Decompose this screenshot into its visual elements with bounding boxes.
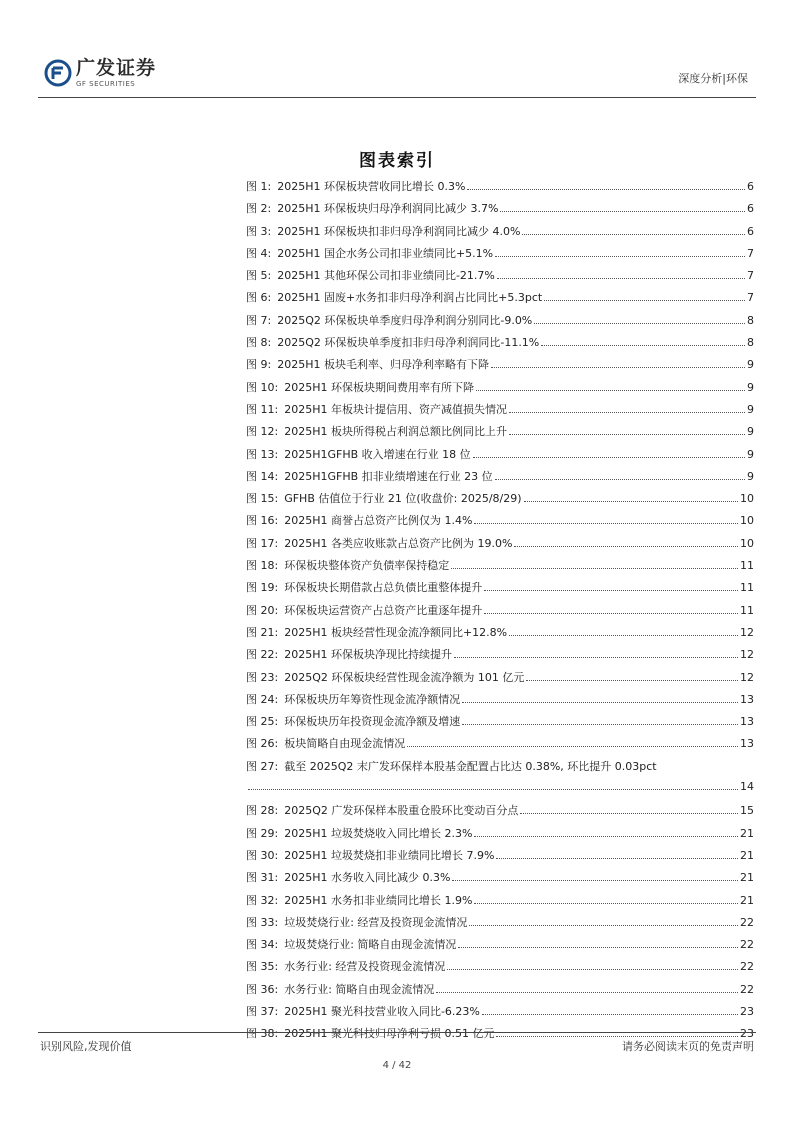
toc-entry[interactable] <box>246 379 754 401</box>
figure-number: 图 36: <box>246 982 279 996</box>
figure-caption: 2025H1 环保板块扣非归母净利润同比减少 4.0% <box>277 224 521 238</box>
toc-entry[interactable] <box>246 334 754 356</box>
figure-number: 图 28: <box>246 804 279 818</box>
figure-caption: 板块简略自由现金流情况 <box>284 737 406 751</box>
leader-dots <box>495 256 745 257</box>
figure-caption: 2025H1 年板块计提信用、资产减值损失情况 <box>284 402 507 416</box>
page-ref: 9 <box>747 358 754 372</box>
figure-number: 图 10: <box>246 380 279 394</box>
toc-entry[interactable] <box>246 289 754 311</box>
leader-dots <box>458 947 738 948</box>
leader-dots <box>436 992 738 993</box>
figure-number: 图 19: <box>246 581 279 595</box>
figure-caption: 环保板块整体资产负债率保持稳定 <box>284 559 450 573</box>
figure-number: 图 8: <box>246 336 272 350</box>
toc-entry[interactable] <box>246 713 754 735</box>
page-number: 4 / 42 <box>382 1060 412 1071</box>
leader-dots <box>509 412 745 413</box>
figure-number: 图 37: <box>246 1004 279 1018</box>
leader-dots <box>407 746 738 747</box>
leader-dots <box>509 434 745 435</box>
figure-caption: 2025H1 环保板块期间费用率有所下降 <box>284 380 474 394</box>
figure-number: 图 20: <box>246 603 279 617</box>
page-ref: 7 <box>747 246 754 260</box>
figure-number: 图 31: <box>246 871 279 885</box>
toc-entry[interactable] <box>246 825 754 847</box>
figure-caption: GFHB 估值位于行业 21 位(收盘价: 2025/8/29) <box>284 492 522 506</box>
figure-number: 图 12: <box>246 425 279 439</box>
page-ref: 15 <box>740 804 754 818</box>
toc-entry[interactable] <box>246 267 754 289</box>
figure-number: 图 7: <box>246 313 272 327</box>
figure-index-list <box>246 178 754 1048</box>
figure-caption: 2025H1GFHB 收入增速在行业 18 位 <box>284 447 471 461</box>
figure-number: 图 6: <box>246 291 272 305</box>
toc-entry[interactable] <box>246 446 754 468</box>
page-ref: 13 <box>740 692 754 706</box>
figure-caption: 2025Q2 广发环保样本股重仓股环比变动百分点 <box>284 804 519 818</box>
page-ref: 10 <box>740 536 754 550</box>
figure-number: 图 22: <box>246 648 279 662</box>
figure-number: 图 38: <box>246 1027 279 1041</box>
page-ref: 13 <box>740 715 754 729</box>
gf-logo-icon <box>44 59 72 87</box>
leader-dots <box>469 925 738 926</box>
toc-entry[interactable] <box>246 468 754 490</box>
page-ref: 21 <box>740 893 754 907</box>
page-ref: 9 <box>747 380 754 394</box>
toc-entry[interactable] <box>246 223 754 245</box>
page-ref: 7 <box>747 269 754 283</box>
leader-dots <box>500 211 745 212</box>
leader-dots <box>462 724 738 725</box>
figure-caption: 2025H1 聚光科技归母净利亏损 0.51 亿元 <box>284 1027 495 1041</box>
toc-entry[interactable] <box>246 557 754 579</box>
leader-dots <box>462 702 738 703</box>
figure-caption: 2025H1 水务收入同比减少 0.3% <box>284 871 451 885</box>
figure-number: 图 24: <box>246 692 279 706</box>
leader-dots <box>534 323 745 324</box>
toc-entry[interactable] <box>246 579 754 601</box>
leader-dots <box>541 345 745 346</box>
figure-number: 图 34: <box>246 938 279 952</box>
footer-divider <box>38 1032 756 1033</box>
leader-dots <box>524 501 738 502</box>
toc-entry[interactable] <box>246 401 754 423</box>
figure-caption: 2025H1 环保板块营收同比增长 0.3% <box>277 180 466 193</box>
figure-caption: 水务行业: 经营及投资现金流情况 <box>284 960 446 974</box>
figure-number: 图 29: <box>246 826 279 840</box>
toc-entry[interactable] <box>246 869 754 891</box>
toc-entry[interactable] <box>246 312 754 334</box>
figure-number: 图 1: <box>246 180 272 193</box>
figure-number: 图 18: <box>246 559 279 573</box>
page-ref: 9 <box>747 402 754 416</box>
page-ref: 8 <box>747 336 754 350</box>
toc-entry[interactable] <box>246 356 754 378</box>
page-ref: 6 <box>747 180 754 193</box>
page-ref: 22 <box>740 915 754 929</box>
figure-caption: 2025H1 固废+水务扣非归母净利润占比同比+5.3pct <box>277 291 543 305</box>
figure-caption: 2025H1 垃圾焚烧收入同比增长 2.3% <box>284 826 473 840</box>
figure-caption: 2025Q2 环保板块单季度归母净利润分别同比-9.0% <box>277 313 533 327</box>
figure-caption: 2025H1 国企水务公司扣非业绩同比+5.1% <box>277 246 494 260</box>
toc-entry[interactable] <box>246 758 754 803</box>
header-divider <box>38 97 756 98</box>
report-category: 深度分析|环保 <box>678 72 748 85</box>
figure-caption: 2025H1 垃圾焚烧扣非业绩同比增长 7.9% <box>284 848 495 862</box>
figure-number: 图 35: <box>246 960 279 974</box>
toc-entry[interactable] <box>246 914 754 936</box>
leader-dots <box>473 457 745 458</box>
page-header <box>38 52 756 94</box>
page-ref: 9 <box>747 469 754 483</box>
footer-slogan: 识别风险,发现价值 <box>40 1040 132 1053</box>
figure-caption: 2025H1 环保板块净现比持续提升 <box>284 648 452 662</box>
page-ref: 12 <box>740 625 754 639</box>
figure-caption: 2025H1GFHB 扣非业绩增速在行业 23 位 <box>284 469 493 483</box>
toc-entry[interactable] <box>246 602 754 624</box>
figure-caption: 垃圾焚烧行业: 简略自由现金流情况 <box>284 938 457 952</box>
figure-caption: 2025Q2 环保板块单季度扣非归母净利润同比-11.1% <box>277 336 540 350</box>
figure-caption: 2025H1 商誉占总资产比例仅为 1.4% <box>284 514 473 528</box>
figure-caption: 环保板块历年投资现金流净额及增速 <box>284 715 461 729</box>
figure-number: 图 3: <box>246 224 272 238</box>
toc-entry[interactable] <box>246 735 754 757</box>
leader-dots <box>248 789 738 790</box>
toc-entry[interactable] <box>246 936 754 958</box>
leader-dots <box>451 568 738 569</box>
figure-number: 图 16: <box>246 514 279 528</box>
leader-dots <box>514 546 738 547</box>
toc-entry[interactable] <box>246 178 754 200</box>
figure-caption: 2025H1 环保板块归母净利润同比减少 3.7% <box>277 202 499 216</box>
toc-entry[interactable] <box>246 624 754 646</box>
figure-caption: 2025H1 各类应收账款占总资产比例为 19.0% <box>284 536 513 550</box>
toc-entry[interactable] <box>246 847 754 869</box>
company-logo <box>44 52 156 94</box>
figure-caption: 2025H1 板块经营性现金流净额同比+12.8% <box>284 625 508 639</box>
leader-dots <box>526 680 738 681</box>
page-ref: 22 <box>740 982 754 996</box>
figure-number: 图 11: <box>246 402 279 416</box>
leader-dots <box>447 969 738 970</box>
toc-entry[interactable] <box>246 802 754 824</box>
leader-dots <box>491 367 745 368</box>
logo-chinese-name: 广发证券 <box>76 56 157 79</box>
footer-disclaimer: 请务必阅读末页的免责声明 <box>622 1040 754 1053</box>
toc-entry[interactable] <box>246 691 754 713</box>
figure-caption: 2025H1 板块所得税占利润总额比例同比上升 <box>284 425 507 439</box>
toc-entry[interactable] <box>246 892 754 914</box>
toc-entry[interactable] <box>246 1003 754 1025</box>
page-ref: 22 <box>740 938 754 952</box>
page-ref: 11 <box>740 603 754 617</box>
figure-number: 图 13: <box>246 447 279 461</box>
toc-entry[interactable] <box>246 200 754 222</box>
page-ref: 21 <box>740 848 754 862</box>
page-ref: 7 <box>747 291 754 305</box>
page-ref: 21 <box>740 871 754 885</box>
toc-entry[interactable] <box>246 535 754 557</box>
figure-number: 图 27: <box>246 759 279 773</box>
toc-entry[interactable] <box>246 669 754 691</box>
figure-caption: 2025H1 聚光科技营业收入同比-6.23% <box>284 1004 480 1018</box>
page-ref: 6 <box>747 224 754 238</box>
figure-caption: 垃圾焚烧行业: 经营及投资现金流情况 <box>284 915 468 929</box>
toc-entry[interactable] <box>246 512 754 534</box>
figure-number: 图 4: <box>246 246 272 260</box>
page-ref: 23 <box>740 1027 754 1041</box>
figure-number: 图 21: <box>246 625 279 639</box>
leader-dots <box>495 479 745 480</box>
toc-entry[interactable] <box>246 981 754 1003</box>
page-ref: 11 <box>740 581 754 595</box>
figure-number: 图 32: <box>246 893 279 907</box>
figure-caption: 2025H1 板块毛利率、归母净利率略有下降 <box>277 358 489 372</box>
leader-dots <box>509 635 738 636</box>
figure-caption: 2025H1 其他环保公司扣非业绩同比-21.7% <box>277 269 495 283</box>
leader-dots <box>522 234 745 235</box>
toc-entry[interactable] <box>246 958 754 980</box>
page-ref: 21 <box>740 826 754 840</box>
leader-dots <box>474 903 738 904</box>
page-ref: 10 <box>740 514 754 528</box>
leader-dots <box>520 813 738 814</box>
toc-entry[interactable] <box>246 490 754 512</box>
logo-english-name: GF SECURITIES <box>76 79 136 88</box>
leader-dots <box>497 278 745 279</box>
page-ref: 9 <box>747 447 754 461</box>
leader-dots <box>474 523 738 524</box>
figure-number: 图 25: <box>246 715 279 729</box>
toc-entry[interactable] <box>246 245 754 267</box>
figure-number: 图 26: <box>246 737 279 751</box>
figure-number: 图 14: <box>246 469 279 483</box>
figure-caption: 环保板块历年筹资性现金流净额情况 <box>284 692 461 706</box>
figure-number: 图 30: <box>246 848 279 862</box>
figure-caption: 截至 2025Q2 末广发环保样本股基金配置占比达 0.38%, 环比提升 0.03pct <box>284 759 657 773</box>
figure-caption: 2025Q2 环保板块经营性现金流净额为 101 亿元 <box>284 670 525 684</box>
page-ref: 23 <box>740 1004 754 1018</box>
figure-caption: 2025H1 水务扣非业绩同比增长 1.9% <box>284 893 473 907</box>
page-ref: 14 <box>740 780 754 794</box>
page-title: 图表索引 <box>359 151 435 171</box>
leader-dots <box>484 613 738 614</box>
figure-number: 图 5: <box>246 269 272 283</box>
page-ref: 12 <box>740 648 754 662</box>
figure-caption: 水务行业: 简略自由现金流情况 <box>284 982 435 996</box>
figure-number: 图 23: <box>246 670 279 684</box>
figure-caption: 环保板块长期借款占总负债比重整体提升 <box>284 581 483 595</box>
page-ref: 9 <box>747 425 754 439</box>
leader-dots <box>484 590 738 591</box>
figure-number: 图 9: <box>246 358 272 372</box>
page-ref: 6 <box>747 202 754 216</box>
page-ref: 10 <box>740 492 754 506</box>
leader-dots <box>544 300 745 301</box>
leader-dots <box>474 836 738 837</box>
page-ref: 12 <box>740 670 754 684</box>
figure-caption: 环保板块运营资产占总资产比重逐年提升 <box>284 603 483 617</box>
figure-number: 图 2: <box>246 202 272 216</box>
toc-entry[interactable] <box>246 423 754 445</box>
figure-number: 图 15: <box>246 492 279 506</box>
page-ref: 13 <box>740 737 754 751</box>
figure-number: 图 17: <box>246 536 279 550</box>
figure-number: 图 33: <box>246 915 279 929</box>
page-ref: 22 <box>740 960 754 974</box>
leader-dots <box>482 1014 738 1015</box>
leader-dots <box>476 390 745 391</box>
leader-dots <box>454 657 738 658</box>
page-ref: 11 <box>740 559 754 573</box>
toc-entry[interactable] <box>246 646 754 668</box>
leader-dots <box>496 858 738 859</box>
page-ref: 8 <box>747 313 754 327</box>
leader-dots <box>452 880 738 881</box>
leader-dots <box>467 189 745 190</box>
